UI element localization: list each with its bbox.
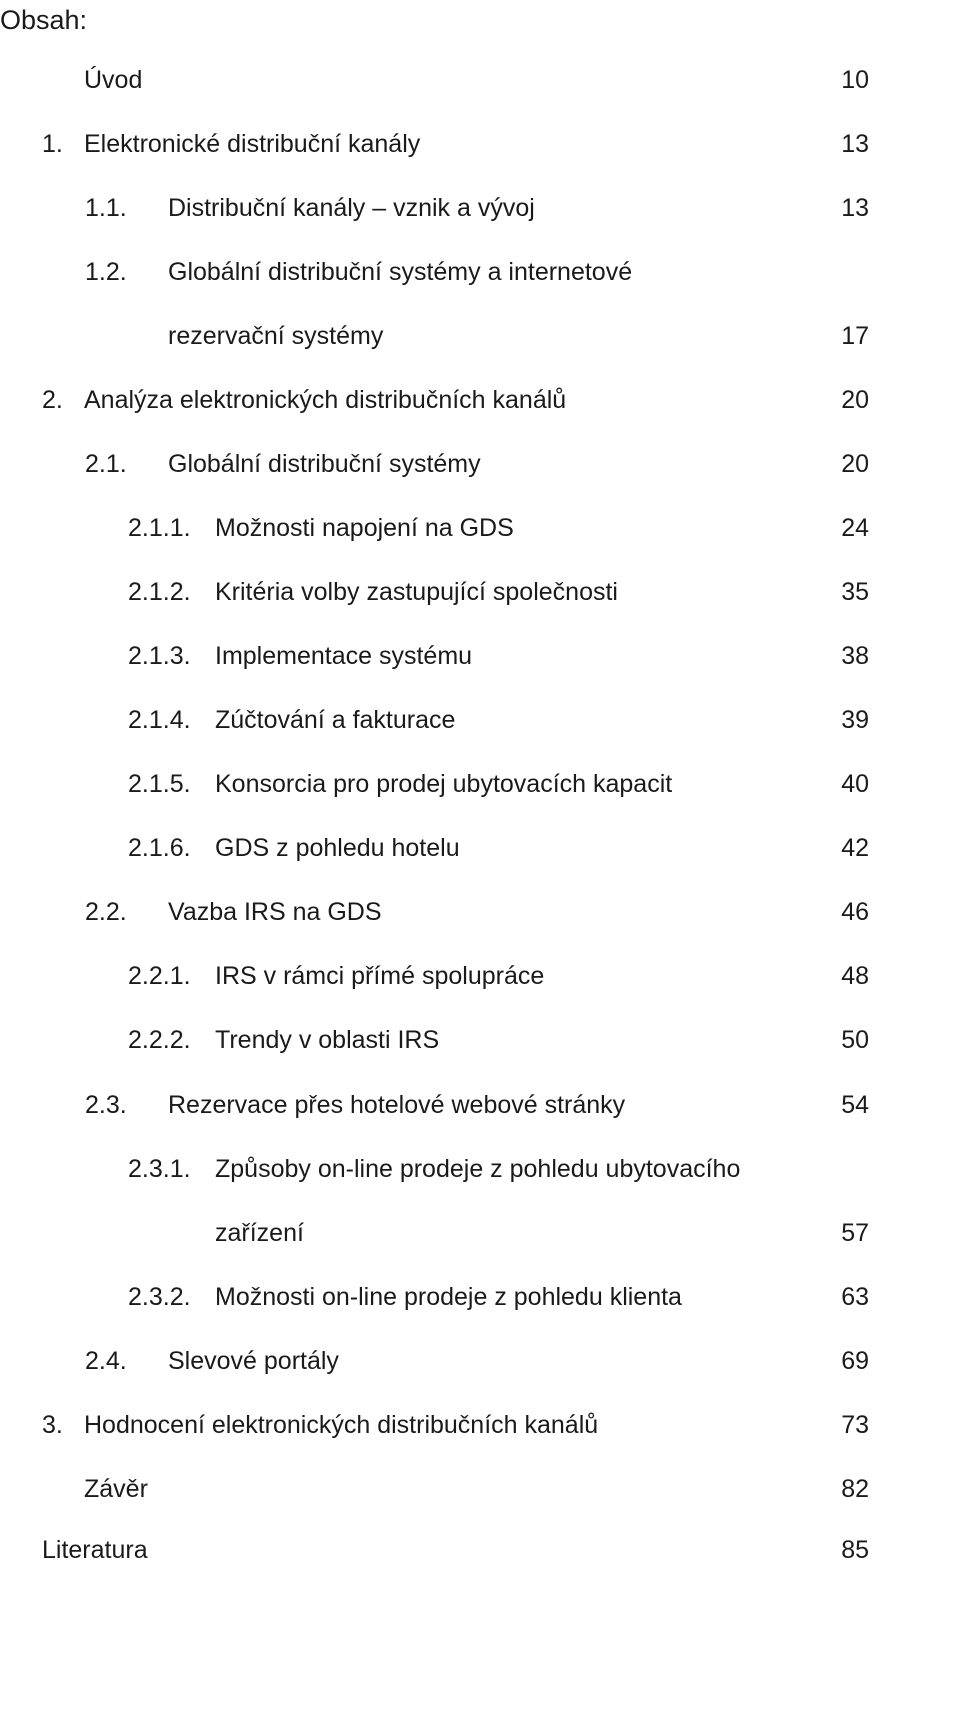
toc-entry-number: 2.1.6. (128, 834, 191, 862)
toc-entry (0, 1341, 869, 1381)
toc-entry-page-number: 20 (841, 386, 869, 414)
toc-entry-title: zařízení (215, 1219, 304, 1247)
toc-entry (0, 508, 869, 548)
toc-entry-number: 2.1. (85, 450, 127, 478)
toc-entry (0, 1020, 869, 1060)
toc-entry-title: Vazba IRS na GDS (168, 898, 382, 926)
toc-entry (0, 1149, 869, 1189)
toc-entry-title: Implementace systému (215, 642, 473, 670)
toc-entry-page-number: 39 (841, 706, 869, 734)
toc-entry (0, 1405, 869, 1445)
toc-entry-title: IRS v rámci přímé spolupráce (215, 962, 545, 990)
toc-entry-title: Analýza elektronických distribučních kanálů (84, 386, 567, 414)
toc-entry-title: Globální distribuční systémy a internetové (168, 258, 633, 286)
toc-entry (0, 1530, 869, 1570)
toc-entry-title: Literatura (42, 1536, 148, 1564)
toc-entry-page-number: 10 (841, 66, 869, 94)
toc-entry-number: 2.2.2. (128, 1026, 191, 1054)
toc-entry-number: 2.2.1. (128, 962, 191, 990)
toc-entry-title: Možnosti on-line prodeje z pohledu klienta (215, 1283, 682, 1311)
page-title: Obsah: (0, 5, 88, 35)
toc-entry (0, 380, 869, 420)
toc-entry (0, 1277, 869, 1317)
toc-entry-page-number: 46 (841, 898, 869, 926)
toc-entry-page-number: 40 (841, 770, 869, 798)
toc-entry-title: Elektronické distribuční kanály (84, 130, 421, 158)
toc-entry-title: Závěr (84, 1475, 148, 1503)
toc-entry (0, 444, 869, 484)
toc-entry-page-number: 38 (841, 642, 869, 670)
toc-entry-title: Hodnocení elektronických distribučních kanálů (84, 1411, 599, 1439)
toc-entry-number: 2.1.4. (128, 706, 191, 734)
toc-entry (0, 828, 869, 868)
toc-entry (0, 956, 869, 996)
toc-entry-page-number: 24 (841, 514, 869, 542)
toc-entry-number: 2. (42, 386, 63, 414)
toc-entry-title: Úvod (84, 66, 143, 94)
toc-entry-title: Konsorcia pro prodej ubytovacích kapacit (215, 770, 673, 798)
toc-entry-page-number: 73 (841, 1411, 869, 1439)
toc-entry-title: Rezervace přes hotelové webové stránky (168, 1091, 626, 1119)
toc-entry-title: Kritéria volby zastupující společnosti (215, 578, 618, 606)
toc-entry (0, 1085, 869, 1125)
toc-entry-number: 1. (42, 130, 63, 158)
toc-entry-number: 2.1.5. (128, 770, 191, 798)
toc-entry (0, 1469, 869, 1509)
toc-entry-page-number: 69 (841, 1347, 869, 1375)
toc-entry-number: 2.3. (85, 1091, 127, 1119)
toc-entry (0, 60, 869, 100)
toc-entry-number: 3. (42, 1411, 63, 1439)
toc-entry (0, 764, 869, 804)
toc-entry (0, 252, 869, 292)
toc-entry-page-number: 42 (841, 834, 869, 862)
toc-entry-number: 2.3.2. (128, 1283, 191, 1311)
toc-entry-page-number: 82 (841, 1475, 869, 1503)
toc-entry (0, 572, 869, 612)
toc-entry-title: Zúčtování a fakturace (215, 706, 456, 734)
toc-entry-number: 2.3.1. (128, 1155, 191, 1183)
toc-entry (0, 700, 869, 740)
toc-entry-title: Možnosti napojení na GDS (215, 514, 514, 542)
toc-entry-page-number: 13 (841, 194, 869, 222)
toc-entry-title: Způsoby on-line prodeje z pohledu ubytovacího (215, 1155, 741, 1183)
toc-entry (0, 636, 869, 676)
toc-entry-page-number: 48 (841, 962, 869, 990)
toc-entry-title: Distribuční kanály – vznik a vývoj (168, 194, 535, 222)
toc-entry-page-number: 85 (841, 1536, 869, 1564)
toc-entry (0, 1213, 869, 1253)
toc-entry-title: rezervační systémy (168, 322, 384, 350)
toc-entry-page-number: 50 (841, 1026, 869, 1054)
toc-entry-page-number: 63 (841, 1283, 869, 1311)
toc-entry (0, 124, 869, 164)
toc-entry-page-number: 17 (841, 322, 869, 350)
toc-entry-page-number: 54 (841, 1091, 869, 1119)
toc-entry-title: GDS z pohledu hotelu (215, 834, 460, 862)
toc-entry-page-number: 35 (841, 578, 869, 606)
toc-entry-page-number: 57 (841, 1219, 869, 1247)
toc-entry-number: 2.1.3. (128, 642, 191, 670)
toc-entry-number: 1.1. (85, 194, 127, 222)
toc-entry-number: 2.2. (85, 898, 127, 926)
toc-entry-number: 2.1.1. (128, 514, 191, 542)
toc-entry-number: 2.1.2. (128, 578, 191, 606)
toc-entry (0, 188, 869, 228)
toc-entry-page-number: 13 (841, 130, 869, 158)
toc-entry-title: Slevové portály (168, 1347, 339, 1375)
toc-entry-number: 2.4. (85, 1347, 127, 1375)
toc-entry-title: Globální distribuční systémy (168, 450, 481, 478)
toc-entry-number: 1.2. (85, 258, 127, 286)
toc-entry-page-number: 20 (841, 450, 869, 478)
toc-entry-title: Trendy v oblasti IRS (215, 1026, 440, 1054)
toc-entry (0, 892, 869, 932)
toc-entry (0, 316, 869, 356)
